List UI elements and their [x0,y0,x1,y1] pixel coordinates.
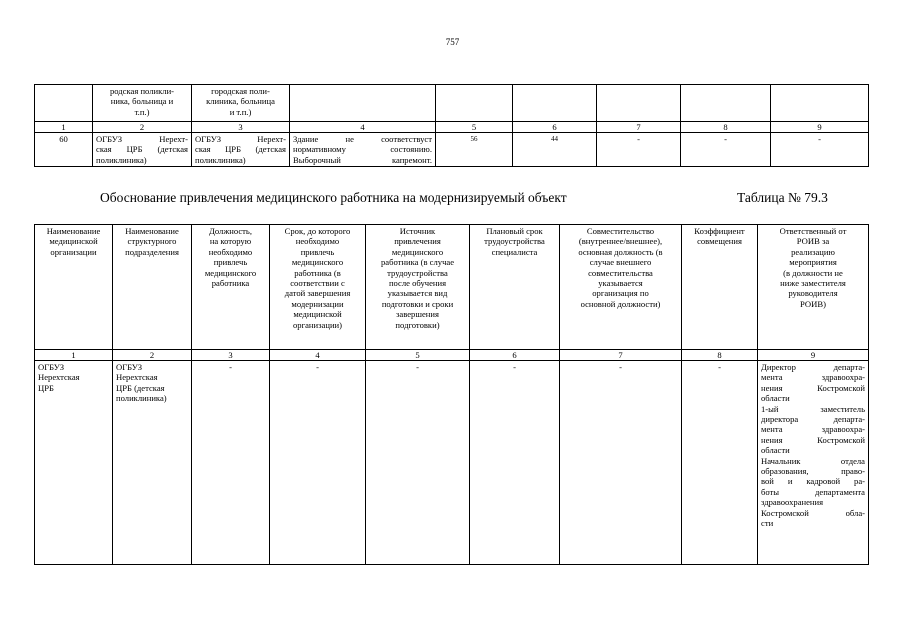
column-header [192,225,270,350]
cell-text-line: Совместительство [586,226,655,236]
column-header [366,225,470,350]
cell-text-line: ОГБУЗ [116,362,143,372]
cell-text-line: основная должность (в [578,246,663,257]
table-cell: 7 [597,122,681,133]
cell-text-line: руководителя [788,288,838,299]
table-cell: 3 [192,122,290,133]
page-number: 757 [445,37,460,47]
table-cell: - [470,361,560,565]
column-header [35,225,113,350]
table-cell [771,85,869,122]
table-cell: - [560,361,682,565]
cell-text-line: Здание не соответствуст [293,134,432,144]
cell-text-line: медицинского [291,257,344,268]
cell-text-line: ская ЦРБ (детская [96,144,188,155]
cell-text-line: организации [50,246,97,257]
main-table [34,224,869,565]
table-cell: 9 [758,350,869,361]
cell-text-line: РОИВ) [800,298,826,309]
table-cell: 1 [35,122,93,133]
table-cell: - [192,361,270,565]
cell-text-line: поликлиника) [96,154,147,165]
cell-text-line: мероприятия [789,257,837,268]
table-cell [113,361,192,565]
table-cell: 2 [93,122,192,133]
table-number: Таблица № 79.3 [737,190,828,205]
cell-text-line: совместительства [588,267,653,278]
cell-text-line: вой и кадровой ра- [761,476,865,487]
cell-text-line: основной должности) [580,298,661,309]
cell-text-line: Начальник отдела [761,455,865,466]
table-cell [436,85,513,122]
cell-text-line: организации) [293,319,342,330]
cell-text-line: трудоустройства [484,236,545,247]
cell-text-line: ниже заместителя [780,278,846,289]
continuation-table [34,84,869,167]
table-cell [93,85,192,122]
cell-text-line: на которую [209,236,252,247]
cell-text-line: сти [761,518,774,529]
cell-text-line: 1-ый заместитель [761,403,865,414]
table-cell: - [682,361,758,565]
cell-text-line: медицинской [293,309,342,320]
table-cell [290,85,436,122]
cell-text-line: подготовки) [395,319,440,330]
table-cell: - [366,361,470,565]
column-header [560,225,682,350]
column-number-row [35,350,869,361]
cell-text-line: указывается вид [387,288,448,299]
cell-text-line: области [761,445,790,456]
cell-text-line: области [761,393,790,404]
column-header [113,225,192,350]
table-cell [681,85,771,122]
table-cell: 6 [513,122,597,133]
cell-text-line: здравоохранения [761,497,824,508]
cell-text-line: нения Костромской [761,382,865,393]
column-header [682,225,758,350]
cell-text-line: Выборочный капремонт. [293,154,432,165]
cell-text-line: подразделения [125,246,179,257]
cell-text-line: работника (в случае [380,257,455,268]
cell-text-line: работника (в [294,267,341,278]
table-cell: - [597,133,681,167]
table-cell: 60 [35,133,93,167]
table-cell: - [771,133,869,167]
cell-text-line: директора департа- [761,414,865,425]
cell-text-line: Директор департа- [761,362,865,372]
table-cell [35,85,93,122]
column-header [470,225,560,350]
cell-text-line: необходимо [295,236,340,247]
cell-text-line: завершения [396,309,439,320]
cell-text-line: Наименование [46,226,101,236]
cell-text-line: структурного [127,236,177,247]
cell-text-line: организация по [592,288,649,299]
cell-text-line: ОГБУЗ Нерехт- [96,134,188,144]
cell-text-line: медицинской [49,236,98,247]
cell-text-line: родская поликли- [109,86,175,96]
table-cell: 7 [560,350,682,361]
cell-text-line: специалиста [491,246,538,257]
cell-text-line: медицинского [391,246,444,257]
column-header [758,225,869,350]
table-cell: 56 [436,133,513,167]
cell-text-line: и т.п.) [229,106,252,117]
table-cell [758,361,869,565]
cell-text-line: Плановый срок [486,226,543,236]
cell-text-line: Нерехтская [38,372,80,383]
table-cell: 9 [771,122,869,133]
cell-text-line: соответствии с [290,278,345,289]
cell-text-line: Коэффициент [694,226,745,236]
column-header [270,225,366,350]
cell-text-line: т.п.) [134,106,150,117]
cell-text-line: случае внешнего [589,257,652,268]
table-cell: 3 [192,350,270,361]
cell-text-line: датой завершения [284,288,351,299]
table-cell [93,133,192,167]
cell-text-line: указывается [598,278,643,289]
cell-text-line: поликлиника) [195,154,246,165]
cell-text-line: нения Костромской [761,434,865,445]
cell-text-line: Источник [399,226,436,236]
cell-text-line: городская поли- [211,86,270,96]
table-title: Обоснование привлечения медицинского работника на модернизируемый объект [100,190,567,205]
table-row [35,361,869,565]
cell-text-line: мента здравоохра- [761,424,865,435]
cell-text-line: подготовки и сроки [381,298,454,309]
table-cell [35,361,113,565]
table-row [35,85,869,122]
cell-text-line: мента здравоохра- [761,372,865,383]
cell-text-line: трудоустройства [387,267,448,278]
table-row [35,133,869,167]
table-cell [513,85,597,122]
table-cell: 5 [436,122,513,133]
table-cell: 1 [35,350,113,361]
cell-text-line: реализацию [791,246,835,257]
column-number-row [35,122,869,133]
cell-text-line: (в должности не [783,267,843,278]
cell-text-line: совмещения [697,236,742,247]
table-cell: - [681,133,771,167]
table-cell [192,85,290,122]
table-cell: - [270,361,366,565]
table-cell [597,85,681,122]
table-cell [290,133,436,167]
cell-text-line: Наименование [125,226,179,236]
table-cell: 5 [366,350,470,361]
table-cell: 8 [681,122,771,133]
cell-text-line: необходимо [208,246,253,257]
table-cell: 8 [682,350,758,361]
cell-text-line: образования, право- [761,466,865,477]
cell-text-line: ОГБУЗ Нерехт- [195,134,286,144]
cell-text-line: клиника, больница [206,96,275,107]
table-cell: 44 [513,133,597,167]
cell-text-line: привлечь [213,257,248,268]
table-cell: 4 [290,122,436,133]
cell-text-line: работника [211,278,250,289]
cell-text-line: Нерехтская [116,372,158,383]
table-cell: 6 [470,350,560,361]
cell-text-line: привлечения [394,236,441,247]
cell-text-line: модернизации [291,298,344,309]
cell-text-line: боты департамента [761,486,865,497]
cell-text-line: нормативному состоянию. [293,144,432,155]
table-cell: 4 [270,350,366,361]
cell-text-line: ОГБУЗ [38,362,65,372]
cell-text-line: медицинского [204,267,257,278]
cell-text-line: ская ЦРБ (детская [195,144,286,155]
cell-text-line: Костромской обла- [761,507,865,518]
cell-text-line: Ответственный от [779,226,847,236]
cell-text-line: ника, больница и [110,96,174,107]
header-row [35,225,869,350]
cell-text-line: РОИВ за [796,236,830,247]
cell-text-line: поликлиника) [116,393,167,404]
cell-text-line: ЦРБ (детская [116,382,165,393]
cell-text-line: ЦРБ [38,382,54,393]
cell-text-line: после обучения [388,278,447,289]
cell-text-line: привлечь [300,246,335,257]
cell-text-line: (внутреннее/внешнее), [578,236,663,247]
table-cell [192,133,290,167]
cell-text-line: Срок, до которого [284,226,351,236]
table-cell: 2 [113,350,192,361]
cell-text-line: Должность, [208,226,253,236]
